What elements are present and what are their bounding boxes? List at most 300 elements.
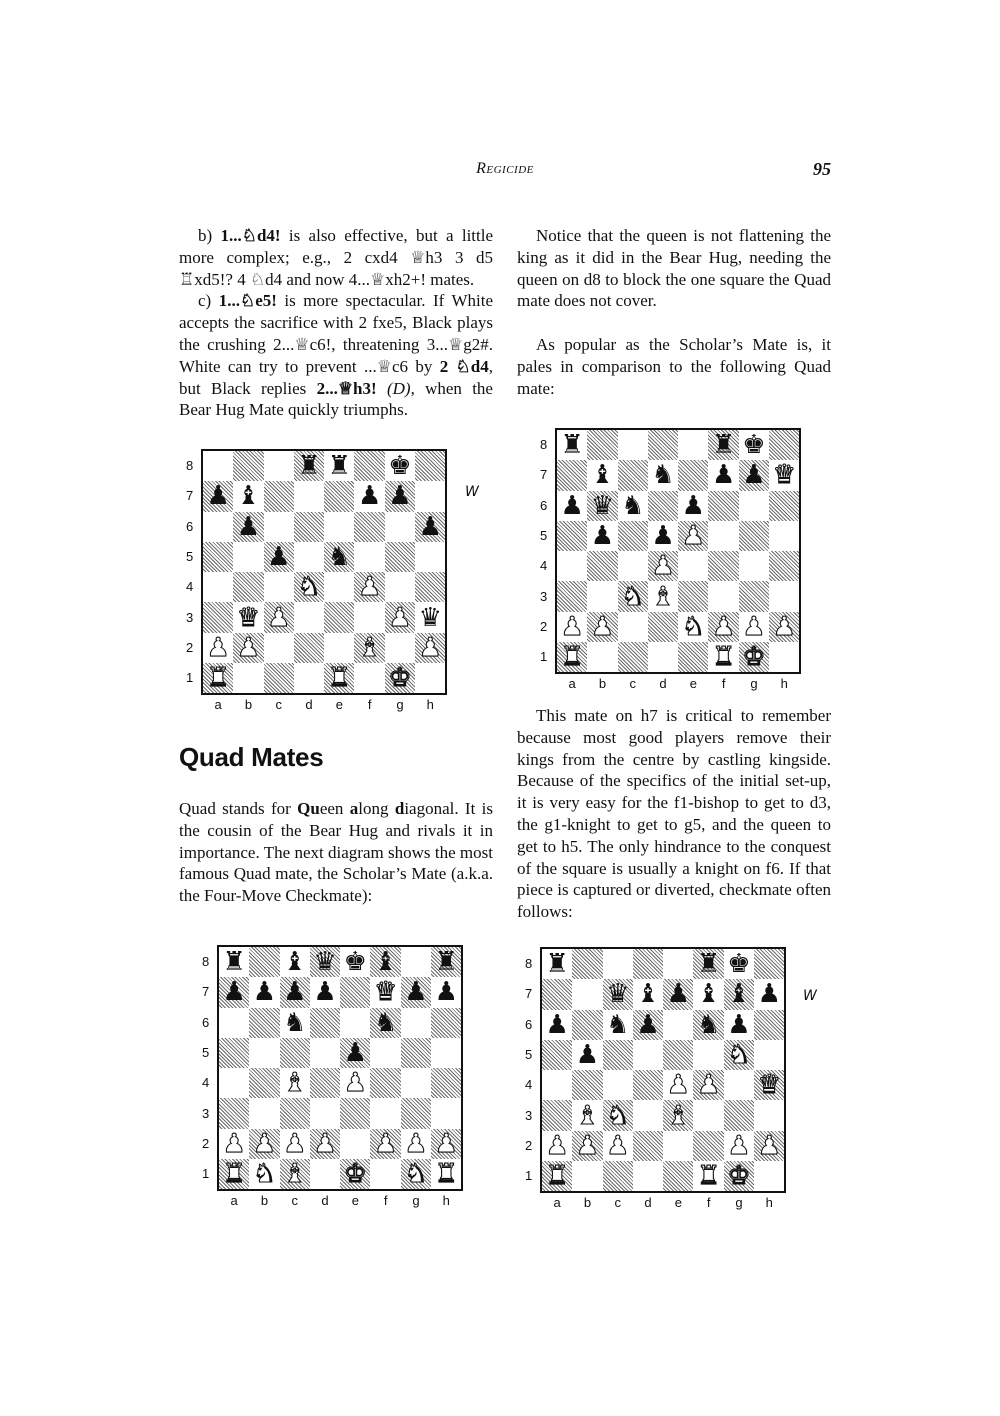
black-pawn-icon: ♟ bbox=[343, 1038, 367, 1069]
square-c5 bbox=[618, 521, 648, 551]
running-head bbox=[179, 160, 831, 184]
file-label: b bbox=[598, 676, 607, 692]
square-f2 bbox=[354, 633, 384, 663]
square-g7 bbox=[724, 979, 754, 1009]
square-e8 bbox=[663, 949, 693, 979]
white-pawn-icon: ♟ bbox=[404, 1128, 428, 1159]
black-knight-icon: ♞ bbox=[283, 1007, 307, 1038]
square-e5 bbox=[678, 521, 708, 551]
square-e8 bbox=[340, 947, 370, 977]
square-b1 bbox=[249, 1159, 279, 1189]
square-c8 bbox=[618, 430, 648, 460]
square-d1 bbox=[648, 642, 678, 672]
square-b1 bbox=[587, 642, 617, 672]
square-b7 bbox=[233, 481, 263, 511]
white-rook-icon: ♜ bbox=[434, 1159, 458, 1190]
square-b2 bbox=[233, 633, 263, 663]
white-bishop-icon: ♝ bbox=[283, 1159, 307, 1190]
rank-label: 1 bbox=[202, 1166, 210, 1182]
square-c1 bbox=[280, 1159, 310, 1189]
black-pawn-icon: ♟ bbox=[590, 521, 615, 552]
square-f1 bbox=[708, 642, 738, 672]
black-pawn-icon: ♟ bbox=[545, 1009, 569, 1040]
rank-label: 3 bbox=[202, 1105, 210, 1121]
paragraph-notice: Notice that the queen is not flattening the king as it did in the Bear Hug, needing the queen on d8 to block the one square the Quad mate does not cover. bbox=[517, 226, 831, 311]
file-label: d bbox=[305, 697, 313, 713]
rank-label: 7 bbox=[540, 467, 548, 483]
file-label: d bbox=[659, 676, 667, 692]
white-pawn-icon: ♟ bbox=[606, 1130, 630, 1161]
square-g2 bbox=[724, 1131, 754, 1161]
file-label: a bbox=[230, 1193, 238, 1209]
white-pawn-icon: ♟ bbox=[545, 1130, 569, 1161]
black-queen-icon: ♛ bbox=[590, 490, 615, 521]
quad-definition-paragraph: Quad stands for Queen along diagonal. It is the cousin of the Bear Hug and rivals it in importance. The next diagram shows the most famous Quad mate, the Scholar’s Mate (a.k.a. the Four-Move Checkmate): bbox=[179, 799, 493, 906]
square-f3 bbox=[354, 602, 384, 632]
square-d8 bbox=[294, 451, 324, 481]
file-label: f bbox=[706, 1195, 711, 1211]
square-c3 bbox=[618, 581, 648, 611]
file-label: e bbox=[674, 1195, 682, 1211]
square-g4 bbox=[401, 1068, 431, 1098]
square-c4 bbox=[280, 1068, 310, 1098]
black-pawn-icon: ♟ bbox=[404, 977, 428, 1008]
square-c5 bbox=[280, 1038, 310, 1068]
square-g6 bbox=[739, 491, 769, 521]
rank-label: 5 bbox=[186, 549, 194, 565]
white-pawn-icon: ♟ bbox=[772, 611, 796, 642]
white-king-icon: ♚ bbox=[388, 663, 412, 694]
square-f3 bbox=[693, 1100, 723, 1130]
square-c6 bbox=[264, 512, 294, 542]
square-c3 bbox=[603, 1100, 633, 1130]
square-b3 bbox=[249, 1098, 279, 1128]
rank-label: 8 bbox=[540, 437, 548, 453]
square-h8 bbox=[431, 947, 461, 977]
square-h8 bbox=[415, 451, 445, 481]
square-h5 bbox=[754, 1040, 784, 1070]
file-label: e bbox=[689, 676, 697, 692]
square-g6 bbox=[385, 512, 415, 542]
square-a4 bbox=[219, 1068, 249, 1098]
black-knight-icon: ♞ bbox=[696, 1009, 721, 1040]
square-d2 bbox=[310, 1129, 340, 1159]
black-knight-icon: ♞ bbox=[621, 490, 645, 521]
square-d1 bbox=[294, 663, 324, 693]
black-bishop-icon: ♝ bbox=[696, 979, 721, 1010]
square-f1 bbox=[370, 1159, 400, 1189]
square-e1 bbox=[340, 1159, 370, 1189]
file-label: b bbox=[583, 1195, 592, 1211]
paragraph-h7-mate: This mate on h7 is critical to remember because most good players remove their kings from the centre by castling kingside. Because of the specifics of the initial set-up, it is very easy for the f1-bishop to get to d3, the g1-knight to get to g5, and the queen to get to h5. The only hindrance to the conquest of the square is usually a knight on f6. If that piece is captured or diverted, checkmate often follows: bbox=[517, 706, 831, 922]
square-d1 bbox=[310, 1159, 340, 1189]
white-pawn-icon: ♟ bbox=[313, 1128, 337, 1159]
page-number: 95 bbox=[813, 159, 831, 179]
square-b1 bbox=[572, 1161, 602, 1191]
white-bishop-icon: ♝ bbox=[283, 1068, 307, 1099]
square-b8 bbox=[572, 949, 602, 979]
square-a8 bbox=[557, 430, 587, 460]
black-knight-icon: ♞ bbox=[373, 1007, 398, 1038]
square-a2 bbox=[542, 1131, 572, 1161]
square-e7 bbox=[340, 977, 370, 1007]
square-a5 bbox=[219, 1038, 249, 1068]
square-g8 bbox=[739, 430, 769, 460]
black-pawn-icon: ♟ bbox=[206, 481, 230, 512]
white-queen-icon: ♛ bbox=[373, 977, 398, 1008]
square-f7 bbox=[708, 460, 738, 490]
square-f5 bbox=[354, 542, 384, 572]
white-pawn-icon: ♟ bbox=[666, 1070, 690, 1101]
square-e1 bbox=[324, 663, 354, 693]
square-a2 bbox=[219, 1129, 249, 1159]
square-h2 bbox=[415, 633, 445, 663]
square-g8 bbox=[401, 947, 431, 977]
black-pawn-icon: ♟ bbox=[711, 460, 736, 491]
square-c1 bbox=[603, 1161, 633, 1191]
square-b6 bbox=[249, 1008, 279, 1038]
black-pawn-icon: ♟ bbox=[681, 490, 705, 521]
square-c4 bbox=[264, 572, 294, 602]
rank-label: 2 bbox=[525, 1137, 533, 1153]
square-a3 bbox=[219, 1098, 249, 1128]
white-pawn-icon: ♟ bbox=[434, 1128, 458, 1159]
square-c7 bbox=[280, 977, 310, 1007]
square-h6 bbox=[769, 491, 799, 521]
black-rook-icon: ♜ bbox=[545, 949, 569, 980]
rank-label: 1 bbox=[525, 1168, 533, 1184]
rank-label: 5 bbox=[540, 528, 548, 544]
white-rook-icon: ♜ bbox=[545, 1161, 569, 1192]
black-bishop-icon: ♝ bbox=[590, 460, 615, 491]
file-label: g bbox=[396, 697, 404, 713]
square-c1 bbox=[618, 642, 648, 672]
square-c4 bbox=[603, 1070, 633, 1100]
file-label: e bbox=[335, 697, 343, 713]
square-h8 bbox=[769, 430, 799, 460]
white-queen-icon: ♛ bbox=[772, 460, 796, 491]
square-b2 bbox=[572, 1131, 602, 1161]
white-rook-icon: ♜ bbox=[327, 663, 351, 694]
rank-label: 3 bbox=[540, 588, 548, 604]
chapter-title: Regicide bbox=[476, 160, 534, 177]
black-king-icon: ♚ bbox=[343, 947, 367, 978]
rank-label: 7 bbox=[186, 488, 194, 504]
square-a1 bbox=[542, 1161, 572, 1191]
square-f3 bbox=[708, 581, 738, 611]
rank-label: 2 bbox=[540, 618, 548, 634]
white-bishop-icon: ♝ bbox=[575, 1100, 600, 1131]
square-c4 bbox=[618, 551, 648, 581]
square-g5 bbox=[385, 542, 415, 572]
white-bishop-icon: ♝ bbox=[357, 632, 382, 663]
paragraph-popular: As popular as the Scholar’s Mate is, it pales in comparison to the following Quad mate: bbox=[517, 335, 831, 398]
rank-label: 6 bbox=[540, 497, 548, 513]
left-column-quad bbox=[179, 798, 493, 907]
square-f8 bbox=[708, 430, 738, 460]
white-pawn-icon: ♟ bbox=[283, 1128, 307, 1159]
square-g8 bbox=[724, 949, 754, 979]
square-b7 bbox=[572, 979, 602, 1009]
square-b2 bbox=[587, 612, 617, 642]
white-pawn-icon: ♟ bbox=[343, 1068, 367, 1099]
black-bishop-icon: ♝ bbox=[283, 947, 307, 978]
square-e6 bbox=[340, 1008, 370, 1038]
square-h2 bbox=[769, 612, 799, 642]
square-d2 bbox=[633, 1131, 663, 1161]
file-label: e bbox=[351, 1193, 359, 1209]
square-c3 bbox=[280, 1098, 310, 1128]
square-e4 bbox=[340, 1068, 370, 1098]
white-pawn-icon: ♟ bbox=[696, 1070, 721, 1101]
square-e2 bbox=[340, 1129, 370, 1159]
white-rook-icon: ♜ bbox=[222, 1159, 246, 1190]
file-label: a bbox=[568, 676, 576, 692]
side-to-move-marker: W bbox=[465, 484, 479, 500]
rank-label: 6 bbox=[525, 1016, 533, 1032]
black-knight-icon: ♞ bbox=[651, 460, 675, 491]
square-c8 bbox=[264, 451, 294, 481]
file-label: d bbox=[321, 1193, 329, 1209]
square-c6 bbox=[603, 1010, 633, 1040]
chess-board bbox=[540, 947, 786, 1193]
square-e5 bbox=[663, 1040, 693, 1070]
square-g8 bbox=[385, 451, 415, 481]
square-c5 bbox=[603, 1040, 633, 1070]
white-knight-icon: ♞ bbox=[621, 581, 645, 612]
square-d7 bbox=[648, 460, 678, 490]
rank-label: 6 bbox=[202, 1014, 210, 1030]
file-label: g bbox=[750, 676, 758, 692]
square-c2 bbox=[264, 633, 294, 663]
square-h3 bbox=[415, 602, 445, 632]
white-pawn-icon: ♟ bbox=[681, 521, 705, 552]
square-d3 bbox=[310, 1098, 340, 1128]
file-label: g bbox=[735, 1195, 743, 1211]
square-c5 bbox=[264, 542, 294, 572]
file-label: h bbox=[765, 1195, 773, 1211]
black-rook-icon: ♜ bbox=[560, 430, 584, 461]
square-g7 bbox=[385, 481, 415, 511]
black-rook-icon: ♜ bbox=[434, 947, 458, 978]
black-pawn-icon: ♟ bbox=[267, 542, 291, 573]
square-e4 bbox=[663, 1070, 693, 1100]
square-f4 bbox=[708, 551, 738, 581]
square-e8 bbox=[324, 451, 354, 481]
square-f6 bbox=[370, 1008, 400, 1038]
file-label: f bbox=[721, 676, 726, 692]
square-g7 bbox=[401, 977, 431, 1007]
white-knight-icon: ♞ bbox=[404, 1159, 428, 1190]
square-b7 bbox=[587, 460, 617, 490]
black-rook-icon: ♜ bbox=[222, 947, 246, 978]
square-d5 bbox=[648, 521, 678, 551]
square-c8 bbox=[603, 949, 633, 979]
square-a6 bbox=[203, 512, 233, 542]
square-b8 bbox=[249, 947, 279, 977]
paragraph-b: b) 1...♘d4! is also effective, but a little more complex; e.g., 2 cxd4 ♕h3 3 d5 ♖xd5!? 4 ♘d4 and now 4...♕xh2+! mates. bbox=[179, 226, 494, 289]
square-f7 bbox=[370, 977, 400, 1007]
square-a6 bbox=[557, 491, 587, 521]
black-rook-icon: ♜ bbox=[327, 451, 351, 482]
square-a2 bbox=[203, 633, 233, 663]
black-queen-icon: ♛ bbox=[313, 947, 337, 978]
white-knight-icon: ♞ bbox=[727, 1040, 751, 1071]
square-a1 bbox=[557, 642, 587, 672]
square-c6 bbox=[280, 1008, 310, 1038]
square-f8 bbox=[354, 451, 384, 481]
black-pawn-icon: ♟ bbox=[236, 511, 261, 542]
black-pawn-icon: ♟ bbox=[560, 490, 584, 521]
paragraph-c: c) 1...♘e5! is more spectacular. If White accepts the sacrifice with 2 fxe5, Black plays the crushing 2...♕c6!, threatening 3...♕g2#. White can try to prevent ...♕c6 by 2 ♘d4, but Black replies 2...♕h3! (D), when the Bear Hug Mate quickly triumphs. bbox=[179, 291, 493, 420]
square-e2 bbox=[678, 612, 708, 642]
square-d3 bbox=[633, 1100, 663, 1130]
square-a7 bbox=[203, 481, 233, 511]
square-b8 bbox=[233, 451, 263, 481]
square-h1 bbox=[415, 663, 445, 693]
square-e5 bbox=[324, 542, 354, 572]
square-b3 bbox=[587, 581, 617, 611]
square-b3 bbox=[233, 602, 263, 632]
square-b4 bbox=[249, 1068, 279, 1098]
square-h7 bbox=[754, 979, 784, 1009]
square-a6 bbox=[542, 1010, 572, 1040]
square-h4 bbox=[415, 572, 445, 602]
square-h8 bbox=[754, 949, 784, 979]
rank-label: 3 bbox=[525, 1107, 533, 1123]
square-h4 bbox=[431, 1068, 461, 1098]
rank-label: 5 bbox=[525, 1047, 533, 1063]
square-g6 bbox=[724, 1010, 754, 1040]
square-c8 bbox=[280, 947, 310, 977]
square-a8 bbox=[542, 949, 572, 979]
square-f3 bbox=[370, 1098, 400, 1128]
rank-label: 4 bbox=[202, 1075, 210, 1091]
white-pawn-icon: ♟ bbox=[651, 551, 675, 582]
white-rook-icon: ♜ bbox=[560, 642, 584, 673]
white-rook-icon: ♜ bbox=[696, 1161, 721, 1192]
file-label: b bbox=[244, 697, 253, 713]
rank-label: 6 bbox=[186, 518, 194, 534]
chess-board bbox=[201, 449, 447, 695]
square-d5 bbox=[633, 1040, 663, 1070]
file-label: c bbox=[614, 1195, 621, 1211]
square-d2 bbox=[294, 633, 324, 663]
square-d1 bbox=[633, 1161, 663, 1191]
square-d6 bbox=[310, 1008, 340, 1038]
square-c7 bbox=[264, 481, 294, 511]
white-king-icon: ♚ bbox=[742, 642, 766, 673]
square-b4 bbox=[572, 1070, 602, 1100]
square-c2 bbox=[280, 1129, 310, 1159]
black-king-icon: ♚ bbox=[388, 451, 412, 482]
rank-label: 3 bbox=[186, 609, 194, 625]
square-d8 bbox=[648, 430, 678, 460]
square-f7 bbox=[693, 979, 723, 1009]
square-a2 bbox=[557, 612, 587, 642]
square-f5 bbox=[370, 1038, 400, 1068]
square-h5 bbox=[431, 1038, 461, 1068]
square-g4 bbox=[739, 551, 769, 581]
square-a4 bbox=[557, 551, 587, 581]
square-h1 bbox=[754, 1161, 784, 1191]
square-g1 bbox=[739, 642, 769, 672]
square-d6 bbox=[633, 1010, 663, 1040]
file-label: h bbox=[780, 676, 788, 692]
rank-label: 8 bbox=[202, 954, 210, 970]
square-f8 bbox=[693, 949, 723, 979]
square-e4 bbox=[324, 572, 354, 602]
square-d5 bbox=[294, 542, 324, 572]
square-h6 bbox=[754, 1010, 784, 1040]
square-f5 bbox=[708, 521, 738, 551]
square-f1 bbox=[693, 1161, 723, 1191]
black-pawn-icon: ♟ bbox=[283, 977, 307, 1008]
rank-label: 2 bbox=[186, 639, 194, 655]
square-a8 bbox=[219, 947, 249, 977]
square-d6 bbox=[294, 512, 324, 542]
file-label: a bbox=[214, 697, 222, 713]
white-pawn-icon: ♟ bbox=[222, 1128, 246, 1159]
square-d4 bbox=[310, 1068, 340, 1098]
black-pawn-icon: ♟ bbox=[727, 1009, 751, 1040]
square-a4 bbox=[203, 572, 233, 602]
square-a8 bbox=[203, 451, 233, 481]
chess-board bbox=[217, 945, 463, 1191]
square-c2 bbox=[618, 612, 648, 642]
rank-label: 1 bbox=[186, 670, 194, 686]
square-b5 bbox=[249, 1038, 279, 1068]
black-bishop-icon: ♝ bbox=[236, 481, 261, 512]
square-a1 bbox=[219, 1159, 249, 1189]
square-h4 bbox=[754, 1070, 784, 1100]
right-column-top bbox=[517, 225, 831, 400]
square-e2 bbox=[324, 633, 354, 663]
black-pawn-icon: ♟ bbox=[651, 521, 675, 552]
square-g7 bbox=[739, 460, 769, 490]
black-rook-icon: ♜ bbox=[297, 451, 321, 482]
white-queen-icon: ♛ bbox=[757, 1070, 781, 1101]
file-label: a bbox=[553, 1195, 561, 1211]
square-f1 bbox=[354, 663, 384, 693]
square-d4 bbox=[648, 551, 678, 581]
square-d8 bbox=[310, 947, 340, 977]
square-d4 bbox=[294, 572, 324, 602]
square-b4 bbox=[233, 572, 263, 602]
rank-label: 4 bbox=[525, 1077, 533, 1093]
square-h3 bbox=[769, 581, 799, 611]
white-knight-icon: ♞ bbox=[297, 572, 321, 603]
white-pawn-icon: ♟ bbox=[727, 1130, 751, 1161]
white-knight-icon: ♞ bbox=[681, 611, 705, 642]
side-to-move-marker: W bbox=[803, 988, 817, 1004]
square-f6 bbox=[693, 1010, 723, 1040]
square-g3 bbox=[385, 602, 415, 632]
square-a7 bbox=[557, 460, 587, 490]
chess-board bbox=[555, 428, 801, 674]
black-bishop-icon: ♝ bbox=[636, 979, 660, 1010]
square-c7 bbox=[618, 460, 648, 490]
square-g6 bbox=[401, 1008, 431, 1038]
rank-label: 8 bbox=[525, 956, 533, 972]
square-e3 bbox=[324, 602, 354, 632]
black-bishop-icon: ♝ bbox=[727, 979, 751, 1010]
file-label: h bbox=[426, 697, 434, 713]
white-pawn-icon: ♟ bbox=[711, 611, 736, 642]
square-b1 bbox=[233, 663, 263, 693]
square-f7 bbox=[354, 481, 384, 511]
white-pawn-icon: ♟ bbox=[236, 632, 261, 663]
